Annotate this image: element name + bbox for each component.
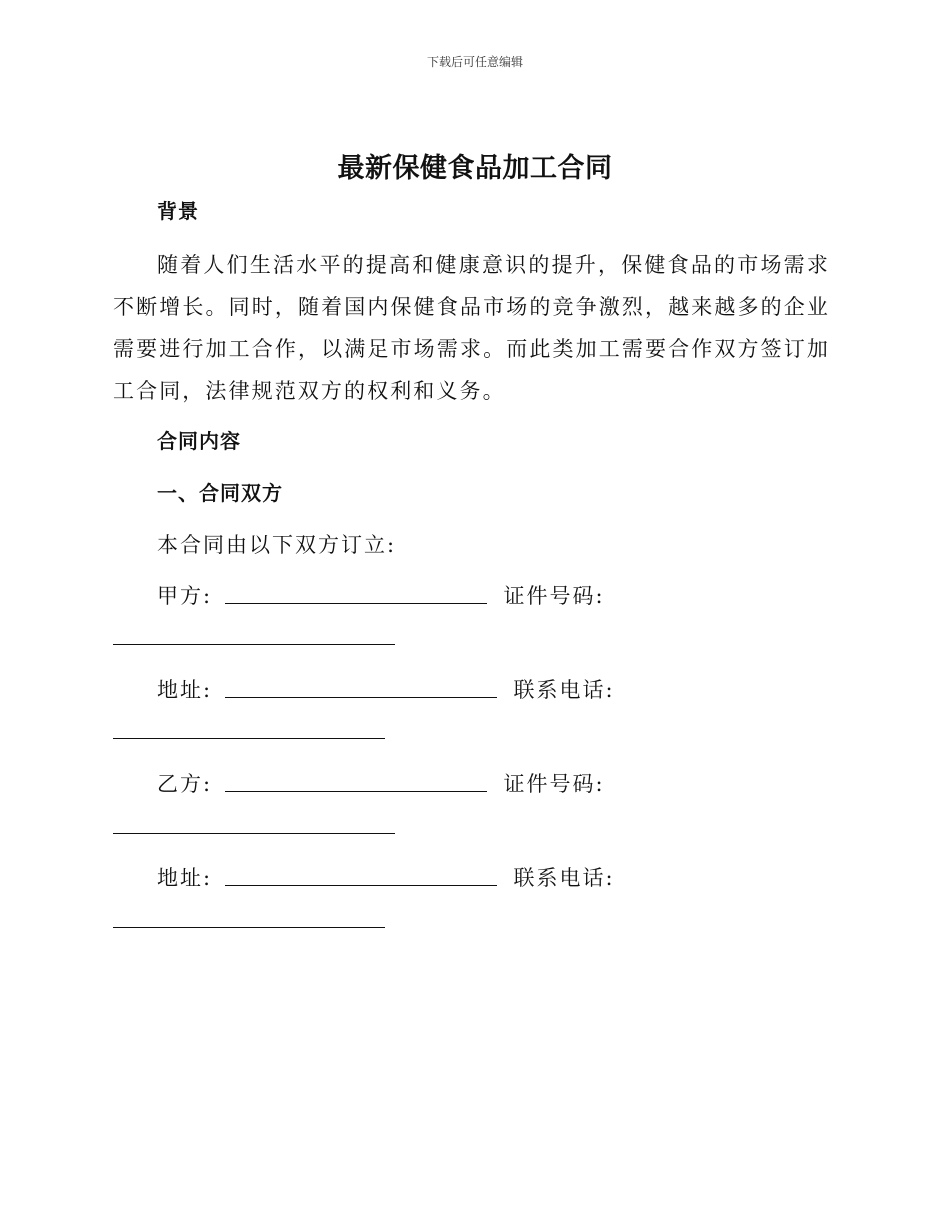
party-a-id-blank[interactable] bbox=[113, 644, 395, 645]
party-a-label: 甲方: bbox=[157, 584, 213, 608]
party-a-id-label: 证件号码: bbox=[503, 584, 605, 608]
background-heading: 背景 bbox=[157, 199, 199, 223]
party-b-phone-blank[interactable] bbox=[113, 927, 385, 928]
party-b-address-label: 地址: bbox=[157, 866, 213, 890]
party-a-address-blank[interactable] bbox=[225, 675, 497, 698]
party-b-name-blank[interactable] bbox=[225, 769, 487, 792]
party-a-phone-blank[interactable] bbox=[113, 738, 385, 739]
background-paragraph: 随着人们生活水平的提高和健康意识的提升，保健食品的市场需求不断增长。同时，随着国内保健食品市场的竞争激烈，越来越多的企业需要进行加工合作，以满足市场需求。而此类加工需要合作双方签订加工合同，法律规范双方的权利和义务。 bbox=[113, 253, 830, 403]
party-b-row bbox=[157, 769, 605, 799]
party-a-name-blank[interactable] bbox=[225, 581, 487, 604]
contract-content-heading: 合同内容 bbox=[157, 429, 241, 453]
party-b-id-label: 证件号码: bbox=[503, 772, 605, 796]
section-heading-parties: 一、合同双方 bbox=[157, 481, 283, 505]
contract-intro: 本合同由以下双方订立: bbox=[157, 533, 397, 557]
party-a-phone-label: 联系电话: bbox=[513, 678, 615, 702]
party-b-phone-label: 联系电话: bbox=[513, 866, 615, 890]
party-a-row bbox=[157, 581, 605, 611]
party-b-id-blank[interactable] bbox=[113, 833, 395, 834]
page-title: 最新保健食品加工合同 bbox=[337, 153, 613, 184]
party-b-address-blank[interactable] bbox=[225, 863, 497, 886]
party-b-label: 乙方: bbox=[157, 772, 213, 796]
party-b-address-row bbox=[157, 863, 615, 893]
party-a-address-label: 地址: bbox=[157, 678, 213, 702]
party-a-address-row bbox=[157, 675, 615, 705]
header-note: 下载后可任意编辑 bbox=[426, 55, 523, 69]
